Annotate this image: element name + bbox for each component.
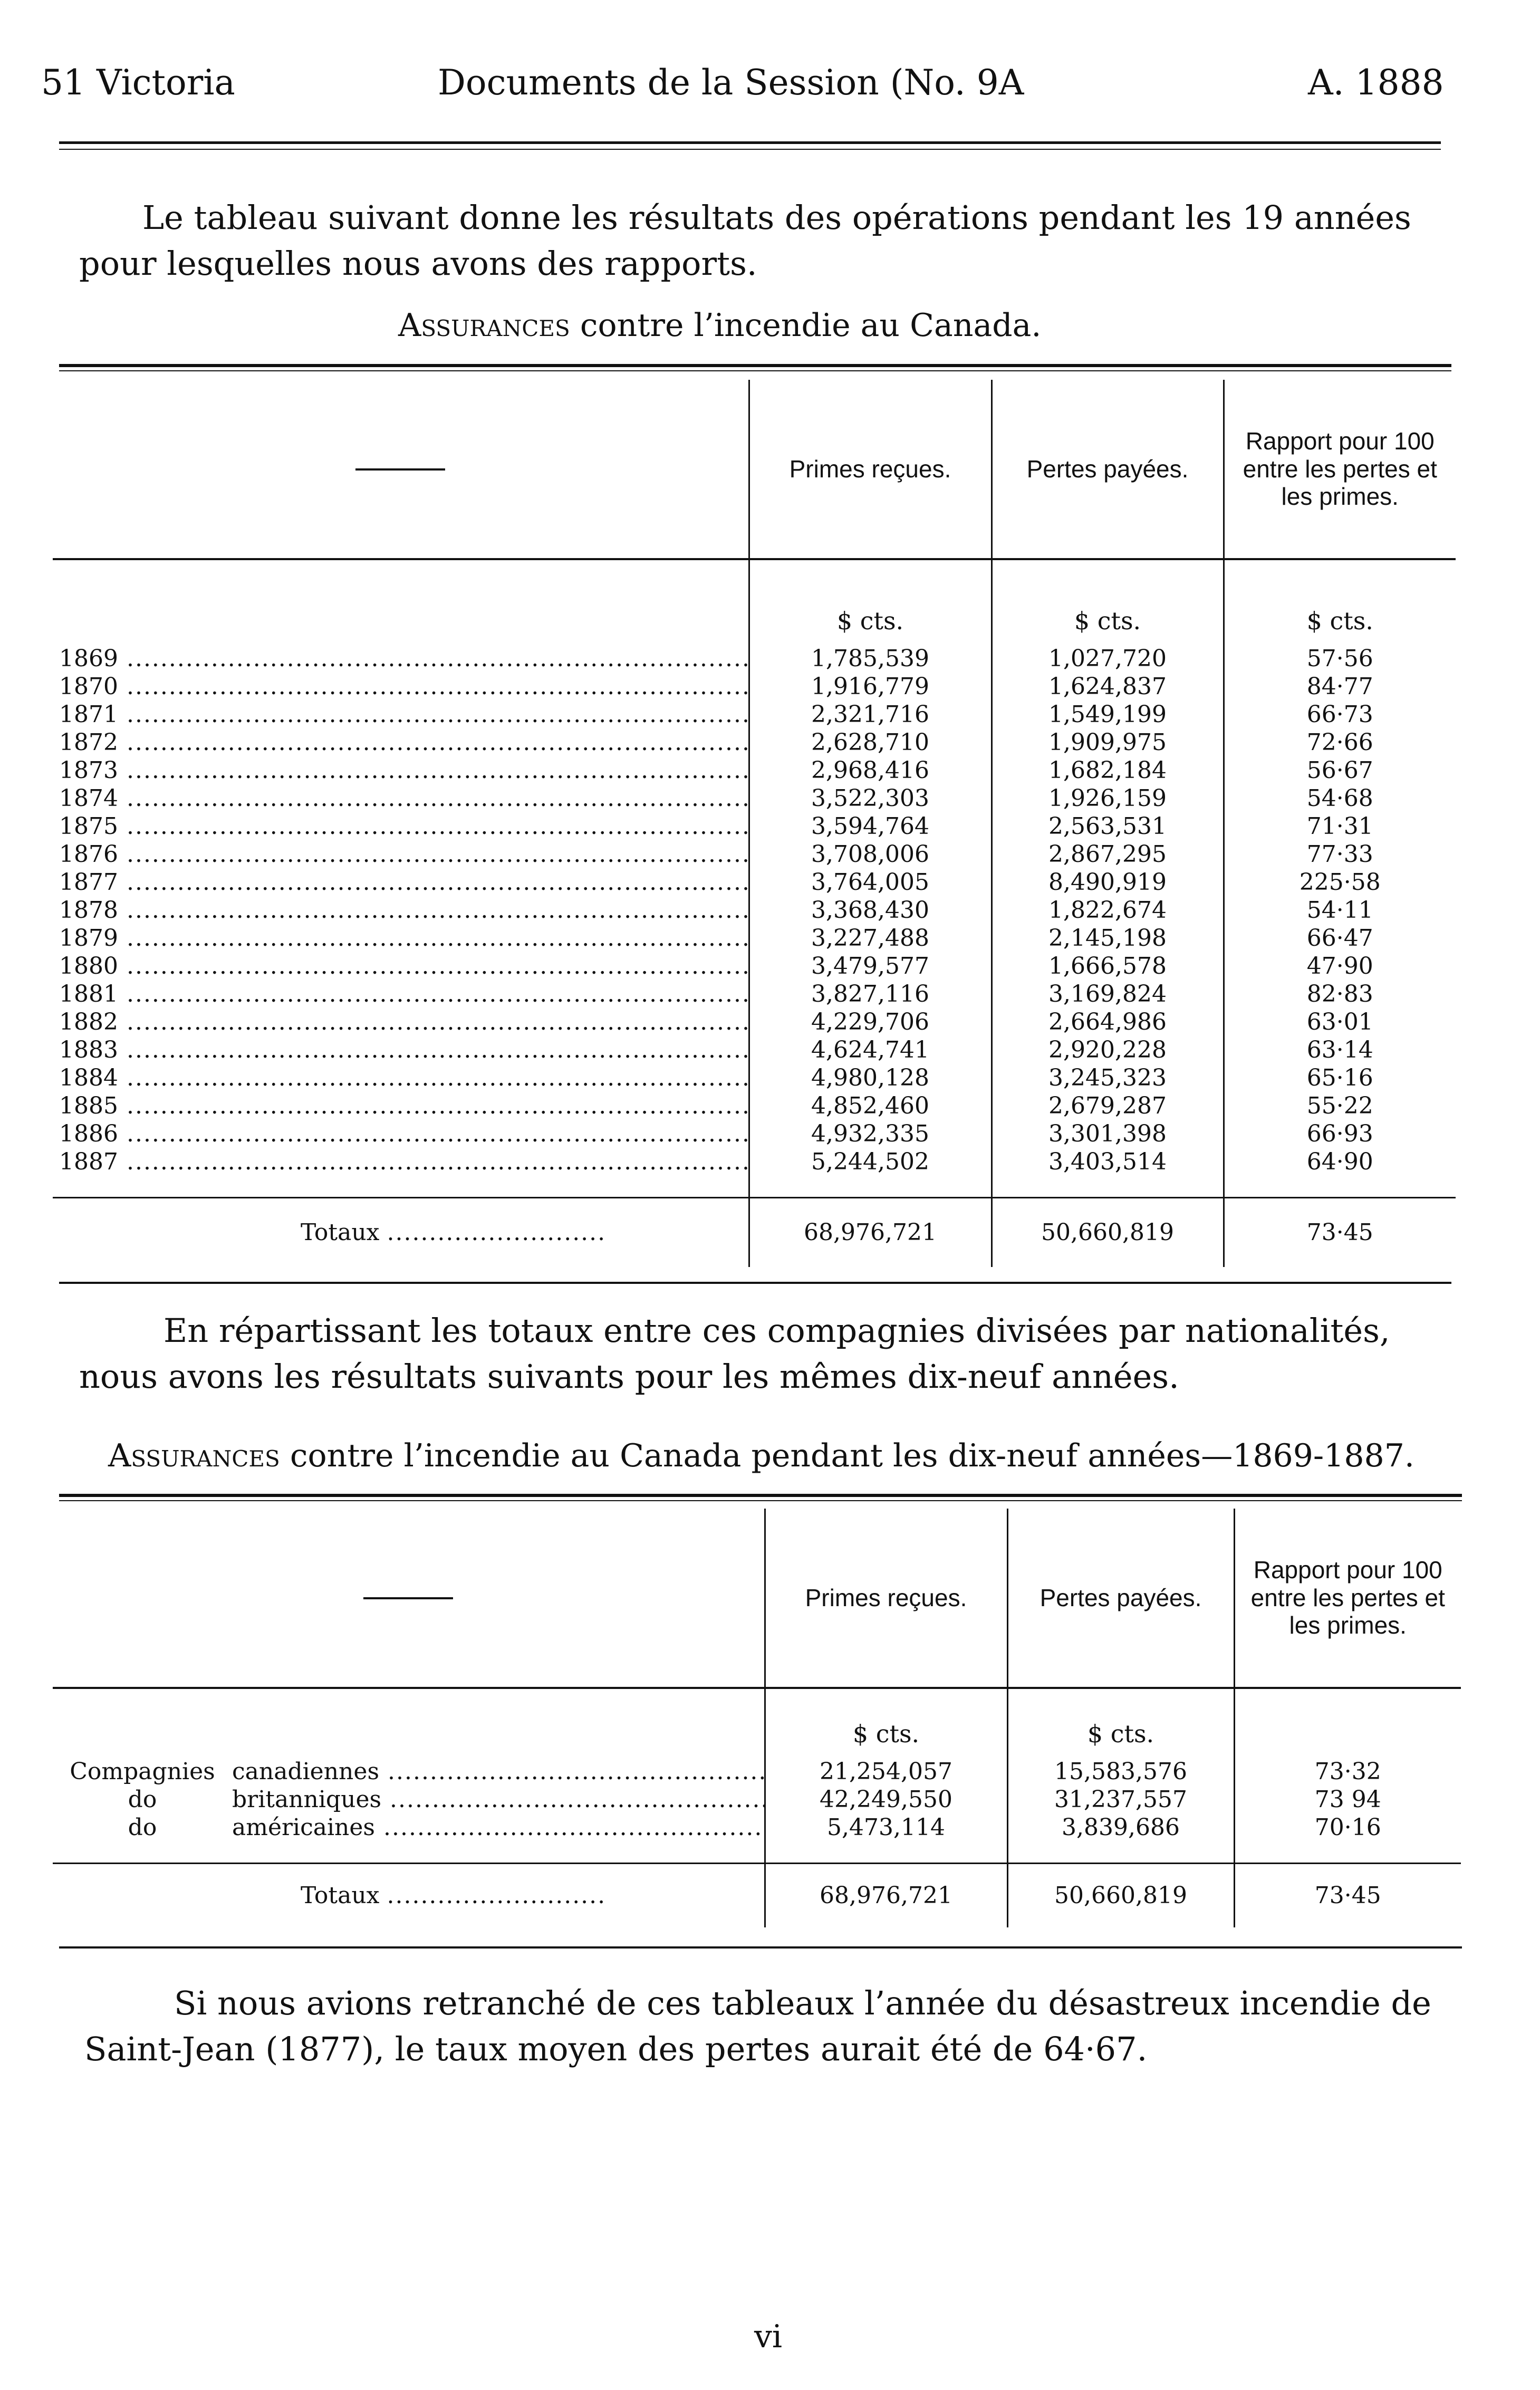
- row-primes: 3,479,577: [749, 952, 992, 980]
- table2-stub-header: [53, 1509, 765, 1688]
- table-row: [53, 700, 1456, 728]
- row-pertes: 2,145,198: [992, 924, 1224, 952]
- final-paragraph: Si nous avions retranché de ces tableaux l’année du désastreux incendie de Saint-Jean (1877), le taux moyen des pertes aurait été de 64·67.: [84, 1984, 1431, 2068]
- row-rapport: 71·31: [1306, 813, 1373, 840]
- row-year-text: 1872 .....: [59, 729, 749, 756]
- table2-top-rule-thin: [59, 1500, 1462, 1501]
- table1-bottom-rule: [59, 1282, 1451, 1284]
- row-primes: 3,764,005: [749, 868, 992, 896]
- unit-rapport: $ cts.: [1306, 607, 1373, 635]
- row-year-text: 1874 .....: [59, 785, 749, 812]
- table2-caption-sc: Assurances: [108, 1437, 280, 1474]
- header-center: Documents de la Session (No. 9A: [438, 62, 1024, 103]
- row-rapport: 70·16: [1314, 1814, 1381, 1841]
- row-primes: 3,227,488: [749, 924, 992, 952]
- table-row: [53, 1120, 1456, 1148]
- intro-paragraph: Le tableau suivant donne les résultats des opérations pendant les 19 années pour lesquelles nous avons des rapports.: [79, 198, 1411, 283]
- row-year-text: 1879 .....: [59, 925, 749, 952]
- row-year-text: 1871 .....: [59, 701, 749, 728]
- row-year: [53, 840, 749, 868]
- row-pertes: 2,679,287: [992, 1092, 1224, 1120]
- row-pertes: 3,245,323: [992, 1064, 1224, 1092]
- header-rule: [59, 141, 1441, 144]
- row-pertes: 15,583,576: [1007, 1758, 1234, 1786]
- row-primes: 2,321,716: [749, 700, 992, 728]
- row-rapport: 57·56: [1306, 645, 1373, 672]
- row-rapport: 55·22: [1306, 1092, 1373, 1119]
- row-pertes: 2,920,228: [992, 1036, 1224, 1064]
- row-year: [53, 896, 749, 924]
- spacer-row: [53, 1176, 1456, 1198]
- row-pertes: 3,301,398: [992, 1120, 1224, 1148]
- row-primes: 3,368,430: [749, 896, 992, 924]
- row-year: [53, 868, 749, 896]
- stub-dash: [363, 1597, 453, 1599]
- row-rapport: 66·93: [1306, 1120, 1373, 1147]
- row-primes: 42,249,550: [765, 1786, 1007, 1813]
- row-year: [53, 673, 749, 700]
- row-year-text: 1887 .....: [59, 1148, 749, 1175]
- table-row: [53, 756, 1456, 784]
- row-rapport: 73·32: [1314, 1758, 1381, 1785]
- row-rapport: 65·16: [1306, 1064, 1373, 1091]
- row-year: [53, 728, 749, 756]
- col2-rapport-header: Rapport pour 100 entre les pertes et les primes.: [1250, 1556, 1445, 1639]
- row-rapport: 47·90: [1306, 953, 1373, 980]
- table-row: [53, 728, 1456, 756]
- row-year: [53, 1120, 749, 1148]
- row-rapport: 64·90: [1306, 1148, 1373, 1175]
- row-year-text: 1883 .....: [59, 1036, 749, 1063]
- row-year: [53, 1036, 749, 1064]
- stub-dash: [355, 468, 445, 471]
- table1-total-rapport: 73·45: [1306, 1219, 1373, 1246]
- table1-top-rule-thin: [59, 370, 1451, 371]
- table1-caption-rest: contre l’incendie au Canada.: [570, 307, 1042, 344]
- table-row: [53, 1786, 1461, 1813]
- table1-total-label: Totaux ..........................: [53, 1198, 749, 1268]
- total-label-text: Totaux: [301, 1219, 380, 1246]
- row-primes: 1,785,539: [749, 645, 992, 673]
- row-rapport: 225·58: [1299, 869, 1381, 896]
- row-company-prefix: Compagnies: [70, 1758, 215, 1785]
- row-year-text: 1884 .....: [59, 1064, 749, 1091]
- table-row: [53, 645, 1456, 673]
- row-year: [53, 756, 749, 784]
- row-year: [53, 645, 749, 673]
- table2-body: [53, 1758, 1461, 1864]
- table2-top-rule: [59, 1494, 1462, 1497]
- row-year-text: 1886 .....: [59, 1120, 749, 1147]
- col-pertes-header: Pertes payées.: [992, 380, 1224, 559]
- row-company-label: canadiennes .....: [232, 1758, 765, 1785]
- row-rapport: 54·68: [1306, 785, 1373, 812]
- nationality-table: [53, 1509, 1461, 1927]
- spacer-row: [53, 1841, 1461, 1864]
- table-row: [53, 1092, 1456, 1120]
- row-pertes: 3,403,514: [992, 1148, 1224, 1176]
- header-rule-thin: [59, 149, 1441, 150]
- row-pertes: 8,490,919: [992, 868, 1224, 896]
- table2-caption: [108, 1437, 1414, 1474]
- row-company-label: américaines .....: [232, 1814, 765, 1841]
- unit-primes: $ cts.: [749, 559, 992, 645]
- table2-total-rapport: 73·45: [1314, 1882, 1381, 1909]
- row-rapport: 77·33: [1306, 841, 1373, 868]
- row-primes: 4,229,706: [749, 1008, 992, 1036]
- row-year-text: 1882 .....: [59, 1009, 749, 1035]
- table1-stub-header: [53, 380, 749, 559]
- table1-total-primes: 68,976,721: [749, 1198, 992, 1268]
- row-year: [53, 784, 749, 812]
- table-row: [53, 868, 1456, 896]
- row-primes: 4,852,460: [749, 1092, 992, 1120]
- row-year-text: 1885 .....: [59, 1092, 749, 1119]
- row-pertes: 1,027,720: [992, 645, 1224, 673]
- row-year: [53, 980, 749, 1008]
- table-row: [53, 1813, 1461, 1841]
- table-row: [53, 840, 1456, 868]
- row-primes: 4,624,741: [749, 1036, 992, 1064]
- table1-top-rule: [59, 364, 1451, 367]
- row-primes: 5,244,502: [749, 1148, 992, 1176]
- row-primes: 1,916,779: [749, 673, 992, 700]
- row-primes: 3,827,116: [749, 980, 992, 1008]
- table-row: [53, 924, 1456, 952]
- row-year-text: 1881 .....: [59, 981, 749, 1007]
- row-rapport: 54·11: [1306, 897, 1373, 924]
- header-right: A. 1888: [1308, 62, 1444, 103]
- row-primes: 4,980,128: [749, 1064, 992, 1092]
- row-rapport: 73 94: [1314, 1786, 1381, 1813]
- row-rapport: 63·14: [1306, 1036, 1373, 1063]
- row-rapport: 63·01: [1306, 1009, 1373, 1035]
- row-pertes: 3,839,686: [1007, 1813, 1234, 1841]
- row-company-label: britanniques .....: [232, 1786, 765, 1813]
- row-primes: 2,628,710: [749, 728, 992, 756]
- table-row: [53, 1008, 1456, 1036]
- row-year: [53, 952, 749, 980]
- row-pertes: 1,926,159: [992, 784, 1224, 812]
- row-year-text: 1870 .....: [59, 673, 749, 700]
- row-year-text: 1876 .....: [59, 841, 749, 868]
- table-row: [53, 1148, 1456, 1176]
- col-rapport-header: Rapport pour 100 entre les pertes et les primes.: [1243, 427, 1437, 511]
- table-row: [53, 784, 1456, 812]
- table1-caption: [398, 307, 1041, 344]
- table-row: [53, 980, 1456, 1008]
- unit-pertes: $ cts.: [992, 559, 1224, 645]
- table1-body: [53, 645, 1456, 1198]
- table2-total-label: Totaux ..........................: [53, 1864, 765, 1928]
- row-pertes: 31,237,557: [1007, 1786, 1234, 1813]
- row-company-prefix: do: [128, 1786, 157, 1813]
- header-left: 51 Victoria: [41, 62, 235, 103]
- table-row: [53, 673, 1456, 700]
- row-rapport: 56·67: [1306, 757, 1373, 784]
- row-primes: 2,968,416: [749, 756, 992, 784]
- row-year: [53, 924, 749, 952]
- unit2-stub: [53, 1688, 765, 1758]
- row-primes: 5,473,114: [765, 1813, 1007, 1841]
- row-year: [53, 1148, 749, 1176]
- row-company: [53, 1813, 765, 1841]
- row-primes: 4,932,335: [749, 1120, 992, 1148]
- col2-pertes-header: Pertes payées.: [1007, 1509, 1234, 1688]
- row-pertes: 1,549,199: [992, 700, 1224, 728]
- table2-total-primes: 68,976,721: [765, 1864, 1007, 1928]
- total2-label-text: Totaux: [301, 1882, 380, 1909]
- row-primes: 3,594,764: [749, 812, 992, 840]
- row-pertes: 1,624,837: [992, 673, 1224, 700]
- row-year-text: 1873 .....: [59, 757, 749, 784]
- row-primes: 3,522,303: [749, 784, 992, 812]
- table2-total-pertes: 50,660,819: [1007, 1864, 1234, 1928]
- page-number: vi: [754, 2318, 783, 2355]
- row-year-text: 1875 .....: [59, 813, 749, 840]
- row-primes: 21,254,057: [765, 1758, 1007, 1786]
- row-pertes: 1,822,674: [992, 896, 1224, 924]
- row-rapport: 66·47: [1306, 925, 1373, 952]
- table2-bottom-rule: [59, 1946, 1462, 1949]
- row-year: [53, 1064, 749, 1092]
- table-row: [53, 1758, 1461, 1786]
- row-year-text: 1878 .....: [59, 897, 749, 924]
- middle-paragraph: En répartissant les totaux entre ces compagnies divisées par nationalités, nous avons les résultats suivants pour les mêmes dix-neuf années.: [79, 1311, 1390, 1396]
- row-year-text: 1869 .....: [59, 645, 749, 672]
- row-primes: 3,708,006: [749, 840, 992, 868]
- row-rapport: 72·66: [1306, 729, 1373, 756]
- row-pertes: 2,563,531: [992, 812, 1224, 840]
- row-rapport: 66·73: [1306, 701, 1373, 728]
- row-rapport: 82·83: [1306, 981, 1373, 1007]
- row-year: [53, 1008, 749, 1036]
- unit2-rapport: [1234, 1688, 1461, 1758]
- row-pertes: 1,666,578: [992, 952, 1224, 980]
- table1-caption-sc: Assurances: [398, 307, 570, 344]
- row-company: [53, 1786, 765, 1813]
- row-year: [53, 1092, 749, 1120]
- table1-total-pertes: 50,660,819: [992, 1198, 1224, 1268]
- row-year-text: 1880 .....: [59, 953, 749, 980]
- table-row: [53, 812, 1456, 840]
- fire-insurance-table: [53, 380, 1456, 1267]
- row-rapport: 84·77: [1306, 673, 1373, 700]
- col-primes-header: Primes reçues.: [749, 380, 992, 559]
- row-pertes: 1,909,975: [992, 728, 1224, 756]
- row-company: [53, 1758, 765, 1786]
- table-row: [53, 952, 1456, 980]
- row-pertes: 3,169,824: [992, 980, 1224, 1008]
- row-year-text: 1877 .....: [59, 869, 749, 896]
- table-row: [53, 1036, 1456, 1064]
- row-year: [53, 812, 749, 840]
- unit2-primes: $ cts.: [765, 1688, 1007, 1758]
- row-company-prefix: do: [128, 1814, 157, 1841]
- table-row: [53, 1064, 1456, 1092]
- table-row: [53, 896, 1456, 924]
- col2-primes-header: Primes reçues.: [765, 1509, 1007, 1688]
- table2-caption-rest: contre l’incendie au Canada pendant les dix-neuf années—1869-1887.: [280, 1437, 1414, 1474]
- row-pertes: 2,664,986: [992, 1008, 1224, 1036]
- unit2-pertes: $ cts.: [1007, 1688, 1234, 1758]
- row-pertes: 1,682,184: [992, 756, 1224, 784]
- row-year: [53, 700, 749, 728]
- row-pertes: 2,867,295: [992, 840, 1224, 868]
- unit-stub: [53, 559, 749, 645]
